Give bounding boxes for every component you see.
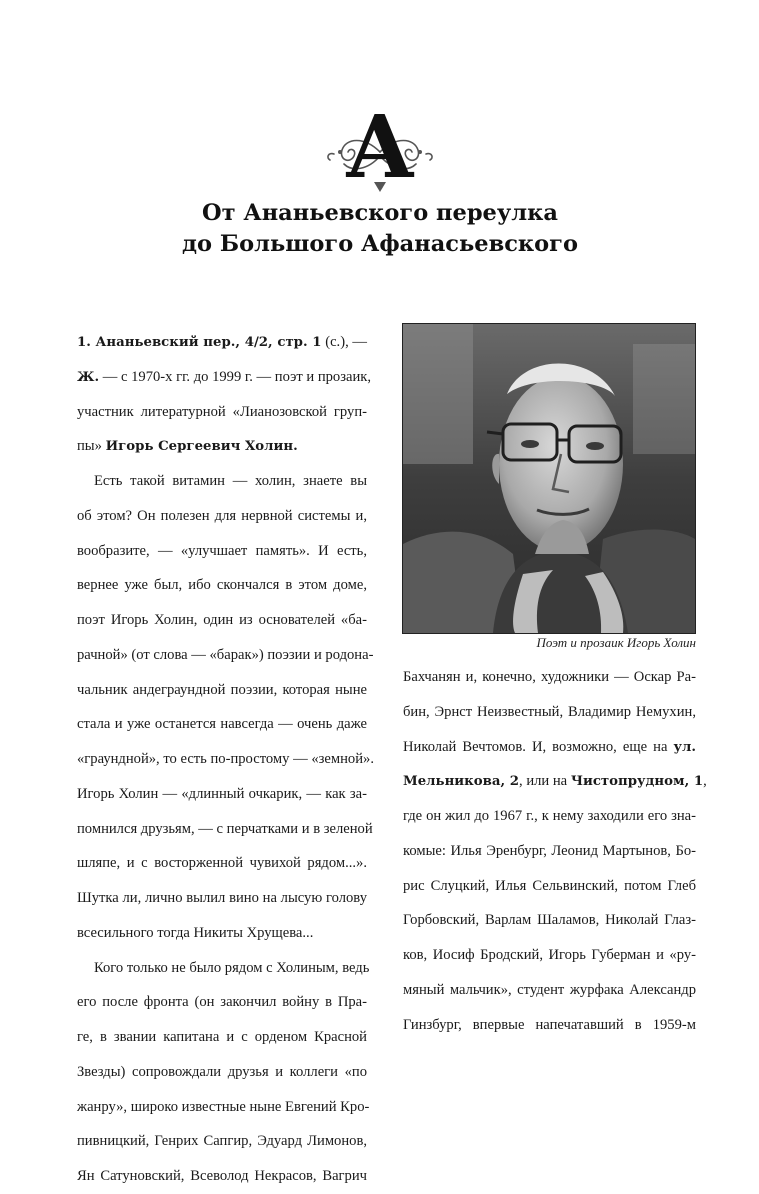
text-line xyxy=(77,846,367,881)
text-run: где он жил до 1967 г., к нему заходили его зна- xyxy=(403,808,696,824)
chapter-title-line-2: до Большого Афанасьевского xyxy=(182,231,578,257)
bold-text: Мельникова, 2 xyxy=(403,774,520,790)
text-line xyxy=(403,903,696,938)
chapter-title-line-1: От Ананьевского переулка xyxy=(202,200,558,226)
text-line xyxy=(77,499,367,534)
text-run: его после фронта (он закончил войну в Пра- xyxy=(77,994,367,1011)
text-line xyxy=(77,951,370,986)
text-line xyxy=(77,429,367,464)
photo-caption: Поэт и прозаик Игорь Холин xyxy=(536,635,696,650)
left-text-column xyxy=(77,325,374,1194)
text-run: чальник андеграундной поэзии, которая ныне xyxy=(77,681,367,698)
portrait-illustration xyxy=(403,324,695,633)
text-run: Ян Сатуновский, Всеволод Некрасов, Вагрич xyxy=(77,1168,367,1184)
text-run: — с 1970-х гг. до 1999 г. — поэт и прозаик, xyxy=(99,368,372,385)
text-line xyxy=(403,764,707,799)
text-line xyxy=(77,742,374,777)
bold-text: Ж. xyxy=(77,369,100,385)
text-line xyxy=(403,1008,696,1043)
text-run: Горбовский, Варлам Шаламов, Николай Глаз- xyxy=(403,912,696,929)
text-run: Бахчанян и, конечно, художники — Оскар Ра- xyxy=(403,669,696,685)
text-run: Кого только не было рядом с Холиным, ведь xyxy=(94,959,370,976)
text-run: Гинзбург, впервые напечатавший в 1959-м xyxy=(403,1016,696,1033)
text-line xyxy=(403,973,696,1008)
text-line xyxy=(77,812,373,847)
text-line xyxy=(77,916,367,951)
text-run: , xyxy=(703,773,707,790)
text-line xyxy=(403,660,696,695)
text-line xyxy=(77,1055,367,1090)
text-run: пивницкий, Генрих Сапгир, Эдуард Лимонов, xyxy=(77,1133,367,1150)
text-run: (с.), — xyxy=(321,334,367,350)
text-run: ков, Иосиф Бродский, Игорь Губерман и «ру- xyxy=(403,947,696,963)
right-text-column xyxy=(403,660,707,1042)
portrait-photo xyxy=(402,323,696,634)
text-run: участник литературной «Лианозовской груп- xyxy=(77,403,367,420)
text-line xyxy=(77,638,374,673)
text-line xyxy=(77,325,367,360)
text-run: жанру», широко известные ныне Евгений Кро- xyxy=(77,1098,370,1115)
text-run: Николай Вечтомов. И, возможно, еще на xyxy=(403,738,674,755)
text-line xyxy=(403,730,696,765)
text-run: всесильного тогда Никиты Хрущева... xyxy=(77,924,314,941)
text-line xyxy=(77,603,367,638)
text-line xyxy=(77,1124,367,1159)
text-line xyxy=(403,799,696,834)
text-run: Есть такой витамин — холин, знаете вы xyxy=(94,473,367,489)
text-line xyxy=(77,707,367,742)
text-run: комые: Илья Эренбург, Леонид Мартынов, Бо- xyxy=(403,842,696,859)
text-line xyxy=(77,985,367,1020)
text-line xyxy=(77,395,367,430)
text-run: вообразите, — «улучшает память». И есть, xyxy=(77,542,367,559)
text-run: Шутка ли, лично вылил вино на лысую голову xyxy=(77,890,367,906)
text-run: Игорь Холин — «длинный очкарик, — как за- xyxy=(77,785,367,802)
bold-text: Чистопрудном, 1 xyxy=(570,774,704,790)
text-run: «граундной», то есть по-простому — «земной». xyxy=(77,751,374,767)
text-run: помнился друзьям, — с перчатками и в зеленой xyxy=(77,820,373,837)
text-run: вернее уже был, ибо скончался в этом доме, xyxy=(77,577,367,594)
bold-text: ул. xyxy=(673,739,696,755)
text-line xyxy=(77,1090,370,1125)
text-line xyxy=(77,534,367,569)
text-line xyxy=(77,568,367,603)
text-line xyxy=(77,881,367,916)
text-run: рачной» (от слова — «барак») поэзии и родона- xyxy=(77,646,374,663)
bold-text: Игорь Сергеевич Холин. xyxy=(105,439,298,455)
bold-text: 1. Ананьевский пер., 4/2, стр. 1 xyxy=(77,335,322,350)
text-run: шляпе, и с восторженной чувихой рядом...». xyxy=(77,855,367,872)
text-run: поэт Игорь Холин, один из основателей «ба- xyxy=(77,612,367,628)
text-line xyxy=(403,834,696,869)
text-line xyxy=(77,464,367,499)
text-line xyxy=(403,869,696,904)
text-run: бин, Эрнст Неизвестный, Владимир Немухин, xyxy=(403,703,696,720)
text-run: Звезды) сопровождали друзья и коллеги «по xyxy=(77,1063,367,1080)
text-run: рис Слуцкий, Илья Сельвинский, потом Глеб xyxy=(403,877,696,894)
text-line xyxy=(77,360,372,395)
chapter-title xyxy=(80,198,680,260)
text-run: , или на xyxy=(519,773,571,790)
text-run: мяный мальчик», студент журфака Александр xyxy=(403,981,696,998)
chapter-letter: А xyxy=(344,97,416,198)
text-line xyxy=(403,938,696,973)
text-run: ге, в звании капитана и с орденом Красной xyxy=(77,1029,367,1045)
text-line xyxy=(77,777,367,812)
text-line xyxy=(77,1159,367,1194)
text-line xyxy=(77,673,367,708)
text-line xyxy=(77,1020,367,1055)
text-run: об этом? Он полезен для нервной системы и, xyxy=(77,507,367,524)
text-line xyxy=(403,695,696,730)
text-run: пы» xyxy=(77,438,106,455)
text-run: стала и уже останется навсегда — очень даже xyxy=(77,716,367,733)
